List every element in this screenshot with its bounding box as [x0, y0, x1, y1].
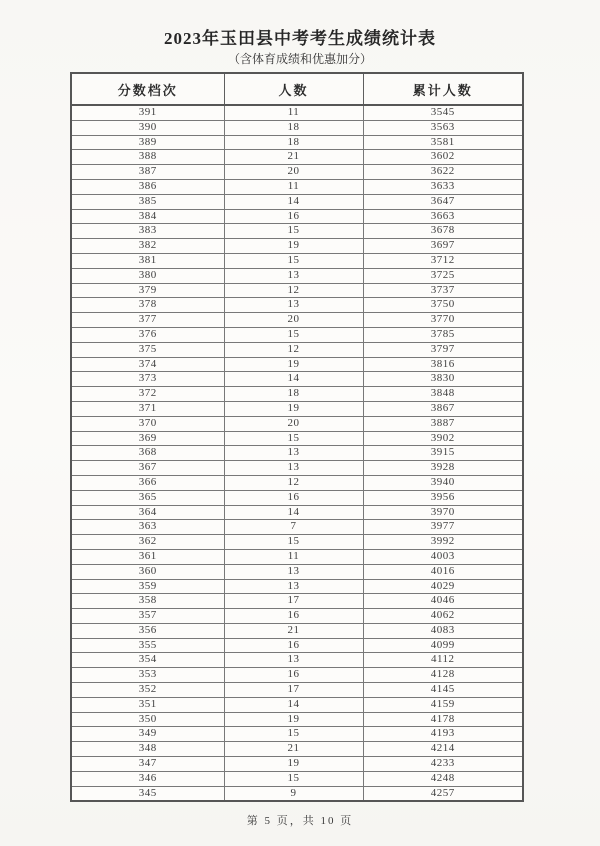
- table-cell: 346: [71, 771, 224, 786]
- table-cell: 21: [224, 623, 363, 638]
- table-cell: 14: [224, 697, 363, 712]
- table-row: [71, 594, 523, 609]
- table-cell: 13: [224, 579, 363, 594]
- header-score-level: 分数档次: [71, 73, 224, 105]
- table-cell: 3956: [363, 490, 523, 505]
- table-cell: 16: [224, 609, 363, 624]
- table-cell: 4128: [363, 668, 523, 683]
- table-cell: 372: [71, 387, 224, 402]
- table-row: [71, 327, 523, 342]
- table-cell: 4029: [363, 579, 523, 594]
- table-cell: 19: [224, 401, 363, 416]
- table-cell: 391: [71, 105, 224, 120]
- table-cell: 11: [224, 179, 363, 194]
- table-cell: 20: [224, 416, 363, 431]
- table-cell: 21: [224, 150, 363, 165]
- table-cell: 3915: [363, 446, 523, 461]
- table-row: [71, 475, 523, 490]
- table-row: [71, 609, 523, 624]
- table-cell: 369: [71, 431, 224, 446]
- table-row: [71, 387, 523, 402]
- table-row: [71, 461, 523, 476]
- table-row: [71, 668, 523, 683]
- table-cell: 386: [71, 179, 224, 194]
- table-cell: 12: [224, 475, 363, 490]
- table-cell: 19: [224, 239, 363, 254]
- table-cell: 7: [224, 520, 363, 535]
- table-cell: 3737: [363, 283, 523, 298]
- table-cell: 349: [71, 727, 224, 742]
- table-cell: 19: [224, 712, 363, 727]
- table-cell: 3647: [363, 194, 523, 209]
- table-cell: 3697: [363, 239, 523, 254]
- table-row: [71, 771, 523, 786]
- table-cell: 15: [224, 253, 363, 268]
- table-cell: 378: [71, 298, 224, 313]
- table-cell: 348: [71, 742, 224, 757]
- table-cell: 4214: [363, 742, 523, 757]
- table-row: [71, 298, 523, 313]
- table-cell: 13: [224, 446, 363, 461]
- table-row: [71, 357, 523, 372]
- table-cell: 388: [71, 150, 224, 165]
- table-row: [71, 727, 523, 742]
- table-cell: 367: [71, 461, 224, 476]
- table-row: [71, 757, 523, 772]
- table-cell: 363: [71, 520, 224, 535]
- table-cell: 347: [71, 757, 224, 772]
- table-cell: 4233: [363, 757, 523, 772]
- table-cell: 3633: [363, 179, 523, 194]
- table-cell: 368: [71, 446, 224, 461]
- table-cell: 4099: [363, 638, 523, 653]
- table-cell: 15: [224, 771, 363, 786]
- table-cell: 19: [224, 757, 363, 772]
- table-cell: 13: [224, 653, 363, 668]
- table-cell: 350: [71, 712, 224, 727]
- score-statistics-table: [70, 72, 524, 802]
- page-footer: 第 5 页，共 10 页: [246, 815, 354, 827]
- table-cell: 389: [71, 135, 224, 150]
- table-cell: 364: [71, 505, 224, 520]
- table-row: [71, 313, 523, 328]
- table-cell: 11: [224, 549, 363, 564]
- table-cell: 18: [224, 120, 363, 135]
- table-header: [71, 73, 523, 105]
- table-cell: 4257: [363, 786, 523, 801]
- table-cell: 15: [224, 431, 363, 446]
- table-cell: 3867: [363, 401, 523, 416]
- table-cell: 373: [71, 372, 224, 387]
- table-body: [71, 105, 523, 801]
- table-row: [71, 564, 523, 579]
- table-cell: 3816: [363, 357, 523, 372]
- table-cell: 371: [71, 401, 224, 416]
- table-cell: 3712: [363, 253, 523, 268]
- table-row: [71, 786, 523, 801]
- table-cell: 354: [71, 653, 224, 668]
- table-cell: 3563: [363, 120, 523, 135]
- table-cell: 3902: [363, 431, 523, 446]
- table-cell: 376: [71, 327, 224, 342]
- table-cell: 4062: [363, 609, 523, 624]
- table-row: [71, 135, 523, 150]
- header-cumulative-count: 累计人数: [363, 73, 523, 105]
- table-cell: 15: [224, 224, 363, 239]
- table-cell: 4083: [363, 623, 523, 638]
- table-row: [71, 535, 523, 550]
- table-cell: 4178: [363, 712, 523, 727]
- table-cell: 17: [224, 683, 363, 698]
- table-cell: 13: [224, 298, 363, 313]
- table-cell: 4112: [363, 653, 523, 668]
- table-cell: 383: [71, 224, 224, 239]
- table-cell: 16: [224, 209, 363, 224]
- table-cell: 15: [224, 327, 363, 342]
- table-cell: 3940: [363, 475, 523, 490]
- table-cell: 21: [224, 742, 363, 757]
- table-row: [71, 239, 523, 254]
- table-cell: 345: [71, 786, 224, 801]
- table-row: [71, 372, 523, 387]
- table-cell: 16: [224, 638, 363, 653]
- table-row: [71, 549, 523, 564]
- table-row: [71, 638, 523, 653]
- table-row: [71, 268, 523, 283]
- table-cell: 3928: [363, 461, 523, 476]
- table-cell: 3545: [363, 105, 523, 120]
- table-cell: 15: [224, 535, 363, 550]
- table-row: [71, 224, 523, 239]
- table-cell: 384: [71, 209, 224, 224]
- table-cell: 3797: [363, 342, 523, 357]
- table-cell: 353: [71, 668, 224, 683]
- table-row: [71, 579, 523, 594]
- table-cell: 379: [71, 283, 224, 298]
- table-cell: 18: [224, 135, 363, 150]
- table-row: [71, 120, 523, 135]
- table-cell: 375: [71, 342, 224, 357]
- table-cell: 377: [71, 313, 224, 328]
- table-cell: 19: [224, 357, 363, 372]
- table-row: [71, 401, 523, 416]
- table-row: [71, 742, 523, 757]
- table-cell: 9: [224, 786, 363, 801]
- table-cell: 4046: [363, 594, 523, 609]
- page-subtitle: （含体育成绩和优惠加分）: [227, 52, 372, 66]
- table-cell: 4248: [363, 771, 523, 786]
- table-row: [71, 712, 523, 727]
- table-cell: 3678: [363, 224, 523, 239]
- table-cell: 12: [224, 283, 363, 298]
- table-cell: 3785: [363, 327, 523, 342]
- table-cell: 374: [71, 357, 224, 372]
- table-cell: 3663: [363, 209, 523, 224]
- table-cell: 16: [224, 668, 363, 683]
- table-cell: 362: [71, 535, 224, 550]
- table-cell: 4159: [363, 697, 523, 712]
- table-row: [71, 150, 523, 165]
- table-cell: 3992: [363, 535, 523, 550]
- table-row: [71, 283, 523, 298]
- table-row: [71, 209, 523, 224]
- table-cell: 3750: [363, 298, 523, 313]
- table-row: [71, 505, 523, 520]
- table-cell: 358: [71, 594, 224, 609]
- table-cell: 14: [224, 505, 363, 520]
- table-cell: 4193: [363, 727, 523, 742]
- page-title: 2023年玉田县中考考生成绩统计表: [164, 29, 436, 48]
- table-cell: 3725: [363, 268, 523, 283]
- table-row: [71, 683, 523, 698]
- table-cell: 13: [224, 461, 363, 476]
- table-row: [71, 105, 523, 120]
- table-cell: 17: [224, 594, 363, 609]
- table-row: [71, 165, 523, 180]
- table-cell: 3970: [363, 505, 523, 520]
- table-row: [71, 653, 523, 668]
- table-row: [71, 520, 523, 535]
- table-row: [71, 416, 523, 431]
- table-cell: 13: [224, 268, 363, 283]
- table-cell: 361: [71, 549, 224, 564]
- table-cell: 3770: [363, 313, 523, 328]
- header-count: 人数: [224, 73, 363, 105]
- table-cell: 3848: [363, 387, 523, 402]
- table-cell: 15: [224, 727, 363, 742]
- table-cell: 4003: [363, 549, 523, 564]
- table-cell: 20: [224, 313, 363, 328]
- table-cell: 382: [71, 239, 224, 254]
- table-cell: 3581: [363, 135, 523, 150]
- table-row: [71, 697, 523, 712]
- table-cell: 12: [224, 342, 363, 357]
- table-cell: 14: [224, 372, 363, 387]
- table-cell: 3977: [363, 520, 523, 535]
- table-cell: 3602: [363, 150, 523, 165]
- table-cell: 385: [71, 194, 224, 209]
- table-cell: 11: [224, 105, 363, 120]
- table-row: [71, 253, 523, 268]
- table-cell: 18: [224, 387, 363, 402]
- table-cell: 380: [71, 268, 224, 283]
- table-cell: 355: [71, 638, 224, 653]
- table-row: [71, 623, 523, 638]
- table-cell: 370: [71, 416, 224, 431]
- table-cell: 366: [71, 475, 224, 490]
- table-cell: 351: [71, 697, 224, 712]
- table-cell: 390: [71, 120, 224, 135]
- table-row: [71, 431, 523, 446]
- table-cell: 3887: [363, 416, 523, 431]
- table-cell: 4145: [363, 683, 523, 698]
- table-row: [71, 446, 523, 461]
- table-cell: 14: [224, 194, 363, 209]
- table-cell: 360: [71, 564, 224, 579]
- table-cell: 359: [71, 579, 224, 594]
- table-cell: 16: [224, 490, 363, 505]
- table-row: [71, 179, 523, 194]
- table-cell: 352: [71, 683, 224, 698]
- table-cell: 13: [224, 564, 363, 579]
- table-cell: 20: [224, 165, 363, 180]
- table-cell: 357: [71, 609, 224, 624]
- table-cell: 4016: [363, 564, 523, 579]
- table-cell: 3830: [363, 372, 523, 387]
- table-cell: 3622: [363, 165, 523, 180]
- table-cell: 356: [71, 623, 224, 638]
- table-row: [71, 490, 523, 505]
- table-row: [71, 194, 523, 209]
- table-cell: 381: [71, 253, 224, 268]
- table-cell: 387: [71, 165, 224, 180]
- table-cell: 365: [71, 490, 224, 505]
- table-row: [71, 342, 523, 357]
